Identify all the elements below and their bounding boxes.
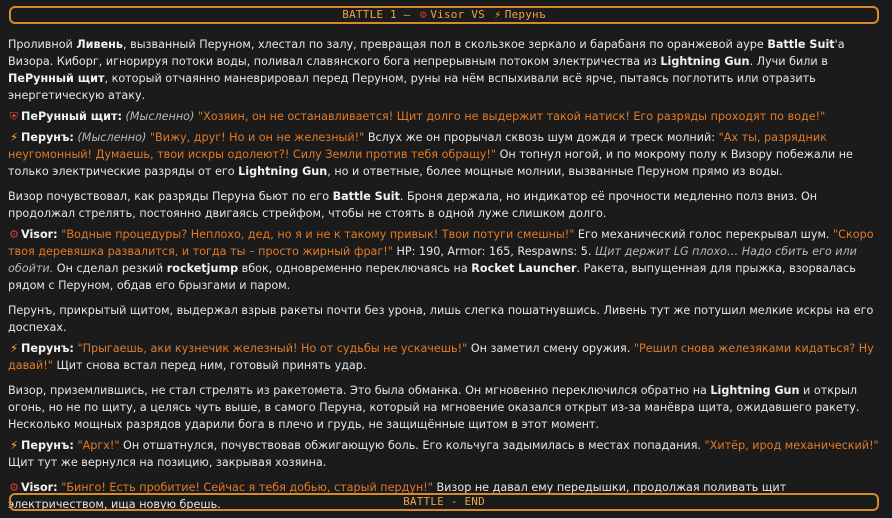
lightning-bolt-icon: ⚡ [10,342,18,355]
term-lightning-gun: Lightning Gun [238,165,328,178]
quote: "Вижу, друг! Но и он не железный!" [149,131,365,144]
battle-end-label: BATTLE - END [403,495,485,508]
term-lightning-gun: Lightning Gun [660,55,750,68]
text-span: Он топнул ногой, и по мокрому полу к Визору побежали не только электрические разряды от его [8,148,853,178]
text-span: , вызванный Перуном, хлестал по залу, превращая пол в скользкое зеркало и барабаня по оранжевой ауре [122,38,768,51]
text-span: Он заметил смену оружия. [467,342,634,355]
term-lightning-gun: Lightning Gun [710,384,800,397]
speaker-visor: Visor: [21,228,58,241]
stats-text: HP: 190, Armor: 165, Respawns: 5. [392,245,592,258]
text-span: Щит тут же вернулся на позицию, закрывая хозяина. [8,456,327,469]
speaker-shield: ПеРунный щит: [21,110,122,123]
battle-header-banner [9,6,879,24]
battle-title-prefix: BATTLE 1 – [342,8,418,21]
term-perun-shield: ПеРунный щит [8,72,105,85]
story-content [8,24,884,513]
text-span: Визор, приземлившись, не стал стрелять из ракетомета. Это была обманка. Он мгновенно переключился обратно на [8,384,711,397]
text-span: . Броня держала, но индикатор её прочности медленно полз вниз. Он продолжал стрелять, постоянно двигаясь стрейфом, чтобы не стоять в одной луже слишком долго. [8,190,818,220]
text-span: . Лучи били в [749,55,828,68]
perun-line-3 [8,437,880,471]
text-span: 'а Визора. Киборг, игнорируя потоки воды, поливал славянского бога непрерывным потоком электричества из [8,38,845,68]
visor-line-1 [8,226,880,294]
term-battle-suit: Battle Suit [332,190,400,203]
quote: "Бинго! Есть пробитие! Сейчас я тебя добью, старый пердун!" [61,481,433,494]
term-rocketjump: rocketjump [166,262,239,275]
quote: "Водные процедуры? Неплохо, дед, но я и не к такому привык! Твои потуги смешны!" [61,228,575,241]
text-span: вбок, одновременно переключаясь на [238,262,472,275]
text-span: , но и ответные, более мощные молнии, вызванные Перуном прямо из воды. [327,165,783,178]
quote: "Аргх!" [77,439,120,452]
paragraph-6: Перунъ, прикрытый щитом, выдержал взрыв ракеты почти без урона, лишь слегка пошатнувшись. Ливень тут же потушил мелкие искры на его доспехах. [8,304,874,334]
quote: "Хозяин, он не останавливается! Щит долго не выдержит такой натиск! Его разряды проходят по воде!" [197,110,826,123]
visor-gear-icon: ⚙ [8,481,20,494]
text-span: Вслух же он прорычал сквозь шум дождя и треск молний: [364,131,719,144]
lightning-bolt-icon: ⚡ [494,8,502,21]
shield-icon: ⛨ [9,110,19,123]
speaker-visor: Visor: [21,481,58,494]
quote: "Прыгаешь, аки кузнечик железный! Но от судьбы не ускачешь!" [77,342,468,355]
speaker-perun: Перунъ: [21,439,74,452]
text-span: . Ракета, выпущенная для прыжка, взорвалась рядом с Перуном, обдав его брызгами и паром. [8,262,856,292]
shield-thought-line [8,108,880,125]
perun-line-2 [8,340,880,374]
speaker-perun: Перунъ: [21,131,74,144]
text-span: , который отчаянно маневрировал перед Перуном, руны на нём вспыхивали всё ярче, пытаясь поглотить или отразить энергетическую атаку. [8,72,816,102]
text-span: Проливной [8,38,77,51]
quote: "Скоро твоя деревяшка развалится, и тогда ты – просто жирный фраг!" [8,228,874,258]
quote: "Хитёр, ирод механический!" [704,439,879,452]
thought-tag: (Мысленно) [125,110,195,123]
term-rocket-launcher: Rocket Launcher [471,262,577,275]
term-battle-suit: Battle Suit [767,38,835,51]
text-span: Он сделал резкий [53,262,167,275]
speaker-perun: Перунъ: [21,342,74,355]
text-span: Его механический голос перекрывал шум. [574,228,834,241]
thought-tag: (Мысленно) [77,131,147,144]
text-span: Щит снова встал перед ним, готовый принять удар. [52,359,367,372]
quote: "Ах ты, разрядник неугомонный! Думаешь, твои искры одолеют?! Силу Земли против тебя обращу!" [8,131,827,161]
visor-name: Visor [430,8,465,21]
lightning-bolt-icon: ⚡ [10,439,18,452]
quote: "Решил снова железяками кидаться? Ну давай!" [8,342,874,372]
perun-line-1 [8,129,880,180]
text-span: Он отшатнулся, почувствовав обжигающую боль. Его кольчуга задымилась в местах попадания. [119,439,705,452]
text-span: Визор почувствовал, как разряды Перуна бьют по его [8,190,333,203]
vs-label: VS [464,8,492,21]
visor-gear-icon: ⚙ [8,228,20,241]
thought-text: Щит держит LG плохо… Надо сбить его или обойти. [8,245,857,275]
visor-gear-icon: ⚙ [419,8,427,21]
text-span: и открыл огонь, но не по щиту, а целясь чуть выше, в самого Перуна, который на мгновение оказался открыт из-за манёвра щита, ожидавшего ракету. Несколько мощных разрядов ударили бога в плечо и грудь, не защищённые щитом в этот момент. [8,384,860,431]
lightning-bolt-icon: ⚡ [10,131,18,144]
text-span: Визор не давал ему передышки, продолжая поливать щит электричеством, ища новую брешь. [8,481,787,511]
battle-end-banner [9,493,879,511]
paragraph-1 [8,36,880,104]
paragraph-8 [8,382,880,433]
term-livien: Ливень [76,38,123,51]
paragraph-4 [8,188,880,222]
perun-name: Перунъ [504,8,546,21]
